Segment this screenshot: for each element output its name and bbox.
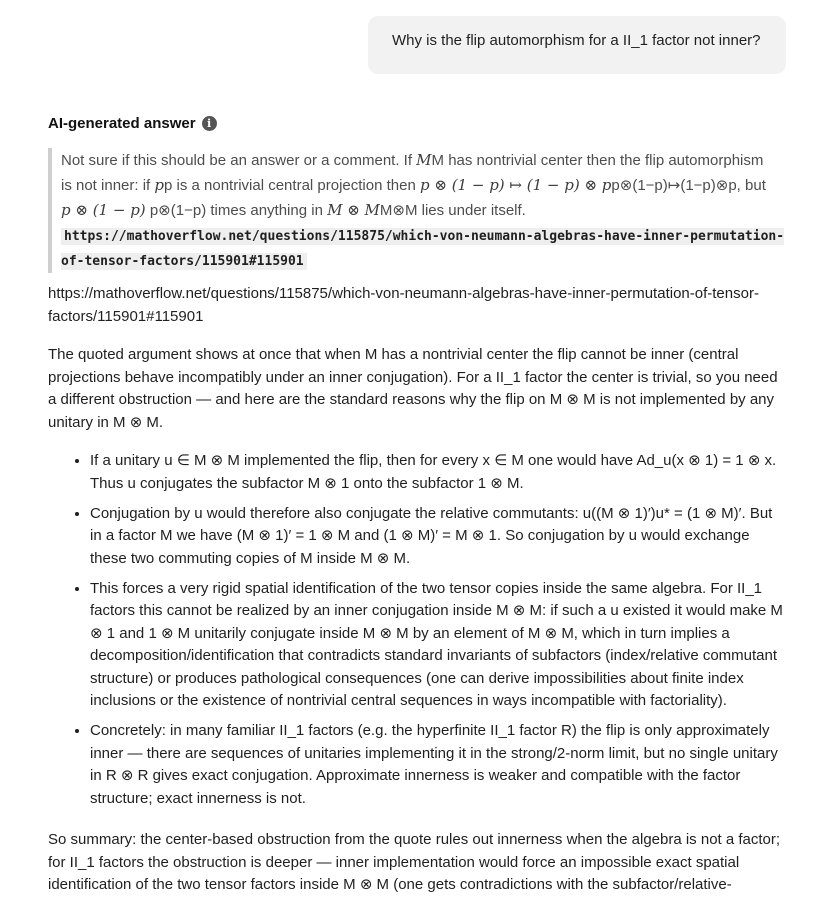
list-item: • If a unitary u ∈ M ⊗ M implemented the flip, then for every x ∈ M one would have Ad_u(x ⊗ 1) = 1 ⊗ x. Thus u conjugates the subfactor M ⊗ 1 onto the subfactor 1 ⊗ M.: [90, 450, 788, 495]
intro-paragraph: The quoted argument shows at once that when M has a nontrivial center the flip cannot be inner (central projections behave incompatibly under an inner conjugation). For a II_1 factor the center is trivial, so you need a different obstruction — and here are the standard reasons why the flip on M ⊗ M is not implemented by any unitary in M ⊗ M.: [48, 346, 778, 431]
user-message-text: Why is the flip automorphism for a II_1 factor not inner?: [392, 32, 761, 49]
math-m: M: [416, 151, 432, 169]
reasons-list: [48, 450, 788, 818]
quote-line-2: is not inner: if pp is a nontrivial central projection then p ⊗ (1 − p) ↦ (1 − p) ⊗ pp⊗(1−p)↦(1−p)⊗p, but: [61, 176, 766, 194]
source-link[interactable]: https://mathoverflow.net/questions/115875/which-von-neumann-algebras-have-inner-permutation-of-tensor-factors/115901#115901: [48, 285, 759, 325]
summary-paragraph: So summary: the center-based obstruction from the quote rules out innerness when the algebra is not a factor; for II_1 factors the obstruction is deeper — inner implementation would force an impossible exact spatial identification of the two tensor factors inside M ⊗ M (one gets contradictions with the subfactor/relative-: [48, 831, 781, 893]
user-message-bubble: [368, 16, 786, 74]
math-projection: p ⊗ (1 − p): [61, 201, 146, 219]
list-item: • Conjugation by u would therefore also conjugate the relative commutants: u((M ⊗ 1)′)u* = (1 ⊗ M)′. But in a factor M we have (M ⊗ 1)′ = 1 ⊗ M and (1 ⊗ M)′ = M ⊗ 1. So conjugation by u would exchange these two commuting copies of M inside M ⊗ M.: [90, 503, 788, 571]
info-icon[interactable]: i: [202, 116, 217, 131]
quote-code-url: [61, 223, 788, 273]
quote-line-3: p ⊗ (1 − p) p⊗(1−p) times anything in M ⊗ MM⊗M lies under itself.: [61, 201, 526, 219]
quoted-block: [48, 148, 788, 273]
code-url-text: https://mathoverflow.net/questions/115875/which-von-neumann-algebras-have-inner-permutation-of-tensor-factors/115901#115901: [61, 229, 785, 269]
answer-header: [48, 112, 217, 134]
list-item: • This forces a very rigid spatial identification of the two tensor copies inside the same algebra. For II_1 factors this cannot be realized by an inner conjugation inside M ⊗ M: if such a u existed it would make M ⊗ 1 and 1 ⊗ M unitarily conjugate inside M ⊗ M by an element of M ⊗ M, which in turn implies a decomposition/identification that contradicts standard invariants of subfactors (index/relative commutant structure) or produces pathological consequences (one can derive impossibilities about finite index inclusions or the existence of nontrivial central sequences in ways incompatible with factoriality).: [90, 578, 788, 713]
math-flip-map: p ⊗ (1 − p) ↦ (1 − p) ⊗ p: [419, 176, 612, 194]
answer-header-label: AI-generated answer: [48, 114, 196, 132]
list-item: • Concretely: in many familiar II_1 factors (e.g. the hyperfinite II_1 factor R) the flip is only approximately inner — there are sequences of unitaries implementing it in the strong/2-norm limit, but no single unitary in R ⊗ R gives exact conjugation. Approximate innerness is weaker and compatible with the factor structure; exact innerness is not.: [90, 720, 788, 810]
math-m-tensor-m: M ⊗ M: [327, 201, 380, 219]
math-p: p: [154, 176, 164, 194]
quote-line-1: Not sure if this should be an answer or a comment. If MM has nontrivial center then the flip automorphism: [61, 151, 764, 169]
